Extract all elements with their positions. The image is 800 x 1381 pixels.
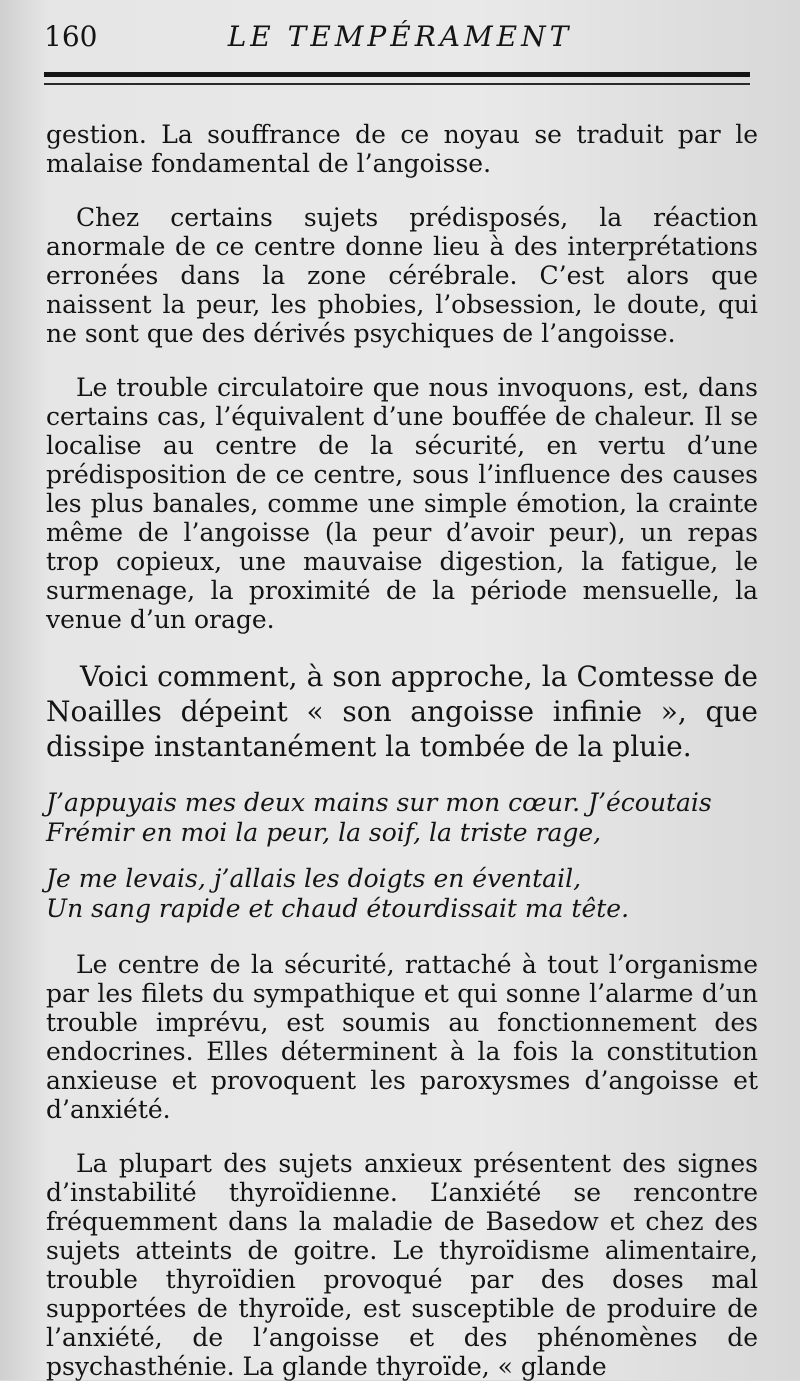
page-body (46, 120, 758, 1381)
poem-stanza (46, 788, 758, 848)
poem-line: Frémir en moi la peur, la soif, la triste rage, (46, 818, 602, 847)
paragraph-security-center: Le centre de la sécurité, rattaché à tout l’organisme par les filets du sympathique et qui sonne l’alarme d’un trouble imprévu, est soumis au fonctionnement des endocrines. Elles déterminent à la fois la constitution anxieuse et provoquent les paroxysmes d’angoisse et d’anxiété. (46, 950, 758, 1124)
paragraph-continuation: gestion. La souffrance de ce noyau se traduit par le malaise fondamental de l’angoisse. (46, 120, 758, 178)
header-rule-thick (44, 72, 750, 77)
paragraph-thyroid: La plupart des sujets anxieux présentent des signes d’instabilité thyroïdienne. L’anxiété se rencontre fréquemment dans la maladie de Basedow et chez des sujets atteints de goitre. Le thyroïdisme alimentaire, trouble thyroïdien provoqué par des doses mal supportées de thyroïde, est susceptible de produire de l’anxiété, de l’angoisse et des phénomènes de psychasthénie. La glande thyroïde, « glande (46, 1149, 758, 1381)
paragraph-circulatory-trouble: Le trouble circulatoire que nous invoquons, est, dans certains cas, l’équivalent d’une bouffée de chaleur. Il se localise au centre de la sécurité, en vertu d’une prédisposition de ce centre, sous l’influence des causes les plus banales, comme une simple émotion, la crainte même de l’angoisse (la peur d’avoir peur), un repas trop copieux, une mauvaise digestion, la fatigue, le surmenage, la proximité de la période mensuelle, la venue d’un orage. (46, 373, 758, 634)
poem-line: Je me levais, j’allais les doigts en éventail, (46, 864, 582, 893)
poem-line: Un sang rapide et chaud étourdissait ma tête. (46, 894, 630, 923)
poem-quote (46, 788, 758, 924)
paragraph-noailles-intro: Voici comment, à son approche, la Comtesse de Noailles dépeint « son angoisse infinie », que dissipe instantanément la tombée de la pluie. (46, 660, 758, 763)
paragraph-anxiety-derivatives: Chez certains sujets prédisposés, la réaction anormale de ce centre donne lieu à des interprétations erronées dans la zone cérébrale. C’est alors que naissent la peur, les phobies, l’obsession, le doute, qui ne sont que des dérivés psychiques de l’angoisse. (46, 203, 758, 348)
poem-line: J’appuyais mes deux mains sur mon cœur. J’écoutais (46, 788, 712, 817)
running-title: LE TEMPÉRAMENT (227, 20, 573, 53)
page-number: 160 (44, 20, 98, 53)
poem-stanza (46, 864, 758, 924)
page-header (44, 18, 756, 58)
header-rule-thin (44, 83, 750, 85)
